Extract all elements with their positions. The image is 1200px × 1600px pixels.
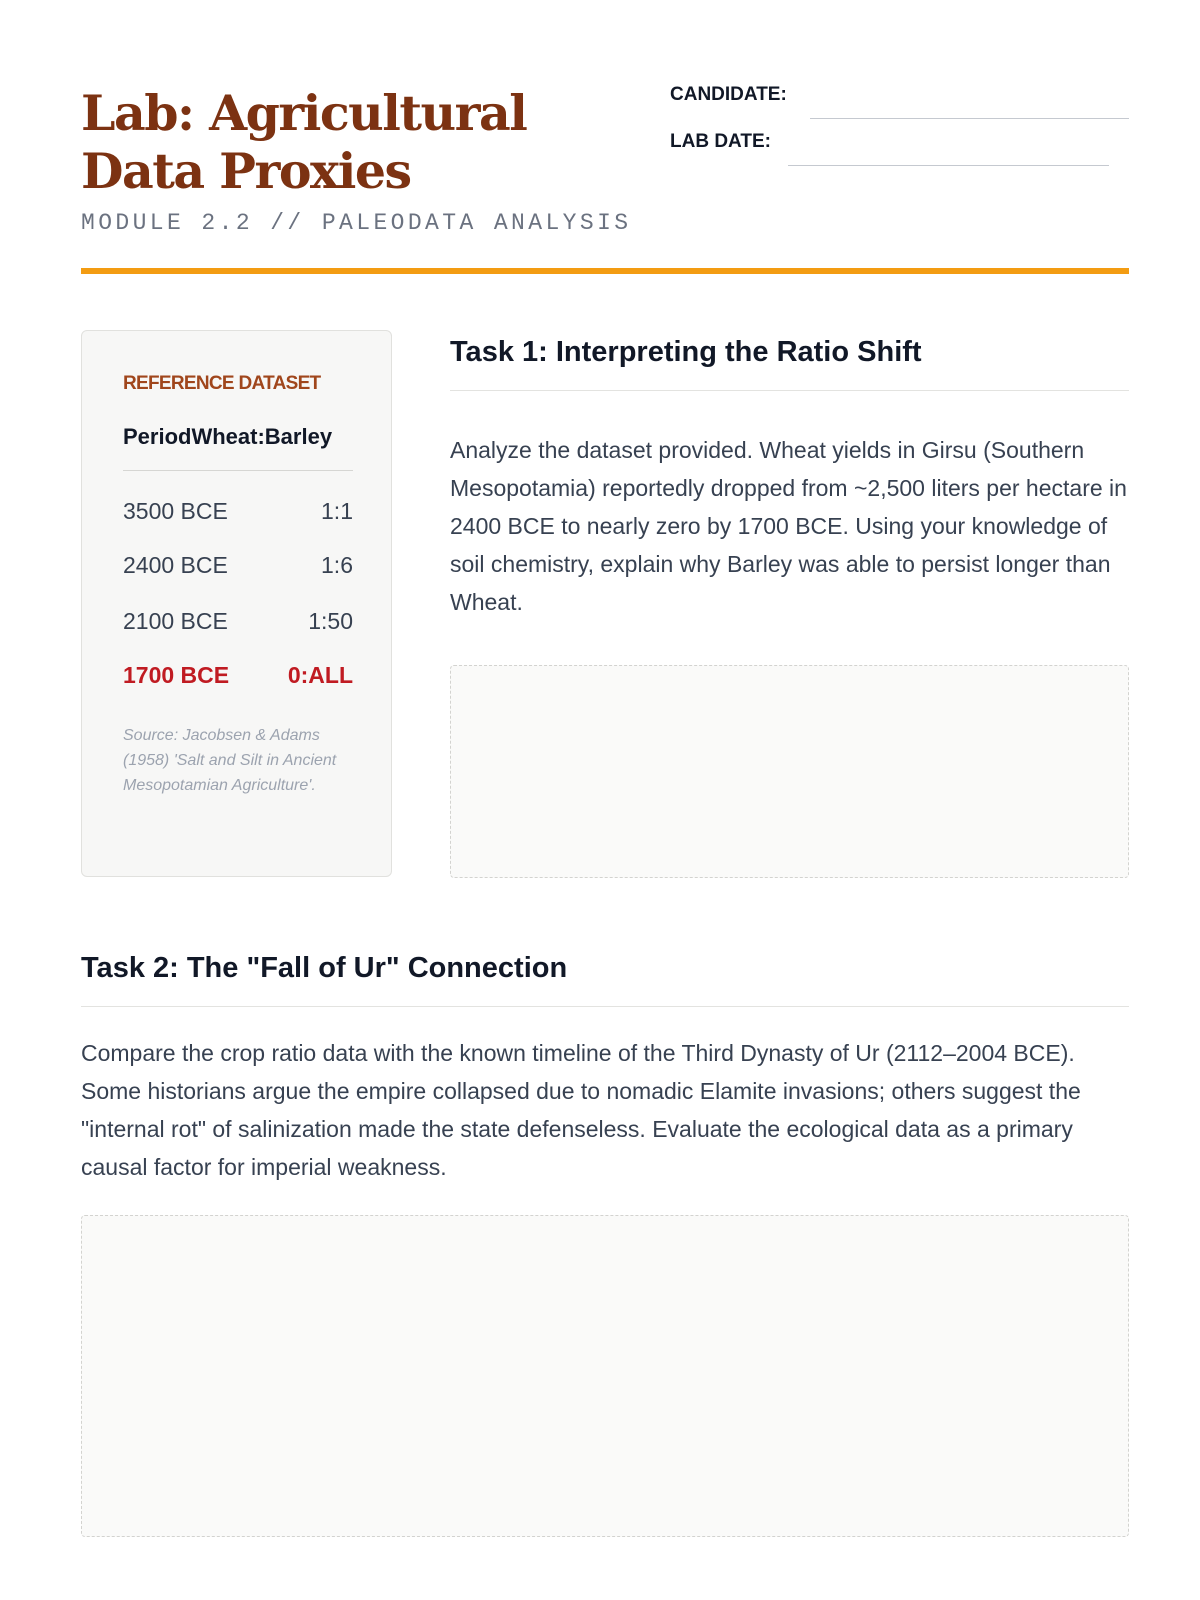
task2-title: Task 2: The "Fall of Ur" Connection <box>81 952 568 984</box>
column-header-ratio: Wheat:Barley <box>191 424 333 449</box>
reference-heading: REFERENCE DATASET <box>123 373 321 394</box>
task1-title: Task 1: Interpreting the Ratio Shift <box>450 336 922 368</box>
reference-row <box>123 552 353 582</box>
row-ratio: 1:1 <box>321 498 353 524</box>
lab-date-row <box>670 131 1129 178</box>
row-ratio: 0:ALL <box>287 662 353 688</box>
task1-prompt: Analyze the dataset provided. Wheat yields in Girsu (Southern Mesopotamia) reportedly dropped from ~2,500 liters per hectare in 2400 BCE to nearly zero by 1700 BCE. Using your knowledge of soil chemistry, explain why Barley was able to persist longer than Wheat. <box>450 437 1127 615</box>
task2-divider <box>81 1006 1129 1007</box>
task1-divider <box>450 390 1129 391</box>
candidate-label: CANDIDATE: <box>670 84 787 105</box>
reference-dataset-card <box>81 330 392 877</box>
row-ratio: 1:50 <box>308 608 353 634</box>
page-title: Lab: Agricultural Data Proxies <box>81 84 527 200</box>
row-period: 2100 BCE <box>123 608 228 634</box>
row-period: 1700 BCE <box>123 662 230 688</box>
row-period: 2400 BCE <box>123 552 228 578</box>
task2-prompt: Compare the crop ratio data with the known timeline of the Third Dynasty of Ur (2112–2004 BCE). Some historians argue the empire collapsed due to nomadic Elamite invasions; others suggest the "internal rot" of salinization made the state defenseless. Evaluate the ecological data as a primary causal factor for imperial weakness. <box>81 1040 1081 1180</box>
task1-answer-box[interactable] <box>450 665 1129 878</box>
reference-row <box>123 498 353 528</box>
module-subtitle: MODULE 2.2 // PALEODATA ANALYSIS <box>81 210 632 236</box>
row-period: 3500 BCE <box>123 498 228 524</box>
reference-source-note: Source: Jacobsen & Adams (1958) 'Salt and Silt in Ancient Mesopotamian Agriculture'. <box>123 727 337 794</box>
lab-date-label: LAB DATE: <box>670 131 771 152</box>
reference-row <box>123 608 353 638</box>
candidate-fields <box>670 84 1129 178</box>
header-divider <box>81 268 1129 274</box>
task2-answer-box[interactable] <box>81 1215 1129 1537</box>
row-ratio: 1:6 <box>321 552 353 578</box>
reference-column-headers <box>123 424 353 471</box>
column-header-period: Period <box>123 424 192 449</box>
worksheet-header <box>81 78 1129 278</box>
candidate-row <box>670 84 1129 131</box>
reference-row-highlighted <box>123 662 353 692</box>
candidate-input-line[interactable] <box>810 118 1129 119</box>
lab-date-input-line[interactable] <box>788 165 1109 166</box>
